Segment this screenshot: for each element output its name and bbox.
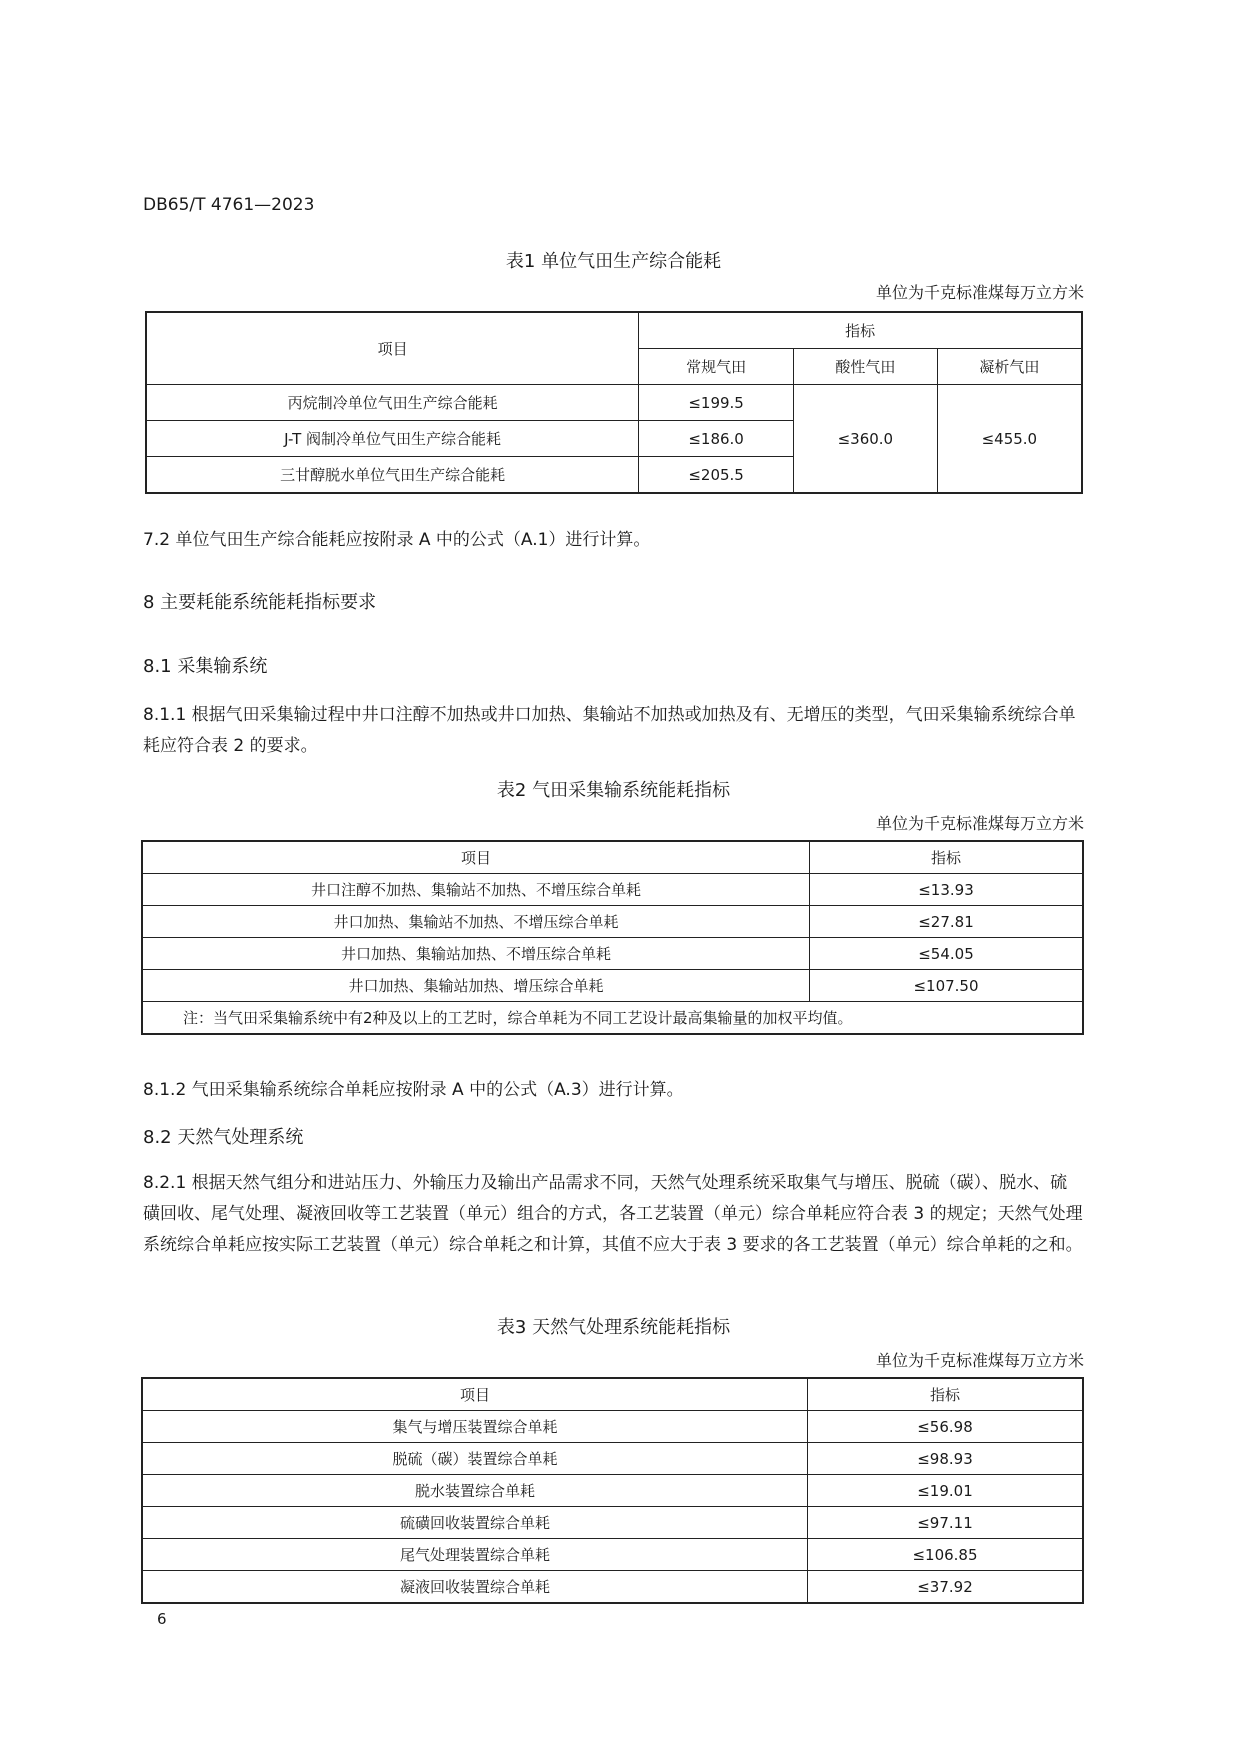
table3	[141, 1377, 1084, 1604]
heading-section-8: 8 主要耗能系统能耗指标要求	[143, 592, 377, 613]
table-row	[142, 970, 1083, 1002]
table1-caption: 表1 单位气田生产综合能耗	[505, 251, 722, 272]
heading-section-8-1: 8.1 采集输系统	[143, 656, 268, 677]
table3-row6-value: ≤37.92	[808, 1571, 1084, 1604]
table2-header-indicator: 指标	[809, 841, 1083, 874]
table3-row5-value: ≤106.85	[808, 1539, 1084, 1571]
table1-row1-item: 丙烷制冷单位气田生产综合能耗	[146, 385, 639, 421]
table3-unit: 单位为千克标准煤每万立方米	[875, 1351, 1084, 1370]
table3-row3-item: 脱水装置综合单耗	[142, 1475, 808, 1507]
table1-header-item: 项目	[146, 312, 639, 385]
table2-row4-value: ≤107.50	[809, 970, 1083, 1002]
table1-header-indicator: 指标	[639, 312, 1082, 349]
table2-row3-value: ≤54.05	[809, 938, 1083, 970]
table2-caption: 表2 气田采集输系统能耗指标	[496, 780, 731, 801]
heading-section-8-2: 8.2 天然气处理系统	[143, 1127, 304, 1148]
table3-row6-item: 凝液回收装置综合单耗	[142, 1571, 808, 1604]
table2-row2-item: 井口加热、集输站不加热、不增压综合单耗	[142, 906, 809, 938]
table3-row2-value: ≤98.93	[808, 1443, 1084, 1475]
paragraph-8-1-1: 8.1.1 根据气田采集输过程中井口注醇不加热或井口加热、集输站不加热或加热及有、无增压的类型，气田采集输系统综合单耗应符合表 2 的要求。	[143, 705, 1076, 756]
table-row	[142, 1507, 1083, 1539]
table2	[141, 840, 1084, 1035]
table-row	[142, 906, 1083, 938]
table2-unit: 单位为千克标准煤每万立方米	[875, 814, 1084, 833]
table1-row2-item: J-T 阀制冷单位气田生产综合能耗	[146, 421, 639, 457]
table2-note: 注：当气田采集输系统中有2种及以上的工艺时，综合单耗为不同工艺设计最高集输量的加权平均值。	[142, 1002, 1083, 1035]
table1-subheader-condensate: 凝析气田	[937, 349, 1082, 385]
table1-row3-value: ≤205.5	[639, 457, 794, 494]
table2-row3-item: 井口加热、集输站加热、不增压综合单耗	[142, 938, 809, 970]
paragraph-8-2-1: 8.2.1 根据天然气组分和进站压力、外输压力及输出产品需求不同，天然气处理系统采取集气与增压、脱硫（碳）、脱水、硫磺回收、尾气处理、凝液回收等工艺装置（单元）组合的方式，各工艺装置（单元）综合单耗应符合表 3 的规定；天然气处理系统综合单耗应按实际工艺装置（单元）综合单耗之和计算，其值不应大于表 3 要求的各工艺装置（单元）综合单耗的之和。	[143, 1173, 1083, 1255]
table-row	[142, 938, 1083, 970]
table-row	[142, 1411, 1083, 1443]
table1-row2-value: ≤186.0	[639, 421, 794, 457]
table1-unit: 单位为千克标准煤每万立方米	[875, 283, 1084, 302]
table3-row5-item: 尾气处理装置综合单耗	[142, 1539, 808, 1571]
page-number: 6	[157, 1610, 167, 1628]
table-row	[142, 1539, 1083, 1571]
table-row	[146, 385, 1082, 421]
table3-row1-value: ≤56.98	[808, 1411, 1084, 1443]
table-row	[142, 874, 1083, 906]
table1-acid-value: ≤360.0	[793, 385, 937, 494]
table-row	[142, 1571, 1083, 1604]
paragraph-7-2: 7.2 单位气田生产综合能耗应按附录 A 中的公式（A.1）进行计算。	[143, 530, 651, 550]
table1	[145, 311, 1083, 494]
table3-row2-item: 脱硫（碳）装置综合单耗	[142, 1443, 808, 1475]
paragraph-8-1-2: 8.1.2 气田采集输系统综合单耗应按附录 A 中的公式（A.3）进行计算。	[143, 1080, 684, 1100]
table3-header-item: 项目	[142, 1378, 808, 1411]
table3-row1-item: 集气与增压装置综合单耗	[142, 1411, 808, 1443]
table3-row4-value: ≤97.11	[808, 1507, 1084, 1539]
table-row	[142, 1443, 1083, 1475]
table3-caption: 表3 天然气处理系统能耗指标	[496, 1317, 731, 1338]
table-row	[142, 1475, 1083, 1507]
table1-subheader-conventional: 常规气田	[639, 349, 794, 385]
table3-row4-item: 硫磺回收装置综合单耗	[142, 1507, 808, 1539]
table2-row1-value: ≤13.93	[809, 874, 1083, 906]
table1-row3-item: 三甘醇脱水单位气田生产综合能耗	[146, 457, 639, 494]
table2-header-item: 项目	[142, 841, 809, 874]
table1-condensate-value: ≤455.0	[937, 385, 1082, 494]
table1-subheader-acid: 酸性气田	[793, 349, 937, 385]
document-code: DB65/T 4761—2023	[143, 195, 315, 215]
table2-row1-item: 井口注醇不加热、集输站不加热、不增压综合单耗	[142, 874, 809, 906]
table2-row2-value: ≤27.81	[809, 906, 1083, 938]
table3-row3-value: ≤19.01	[808, 1475, 1084, 1507]
table1-row1-value: ≤199.5	[639, 385, 794, 421]
table3-header-indicator: 指标	[808, 1378, 1084, 1411]
table2-row4-item: 井口加热、集输站加热、增压综合单耗	[142, 970, 809, 1002]
